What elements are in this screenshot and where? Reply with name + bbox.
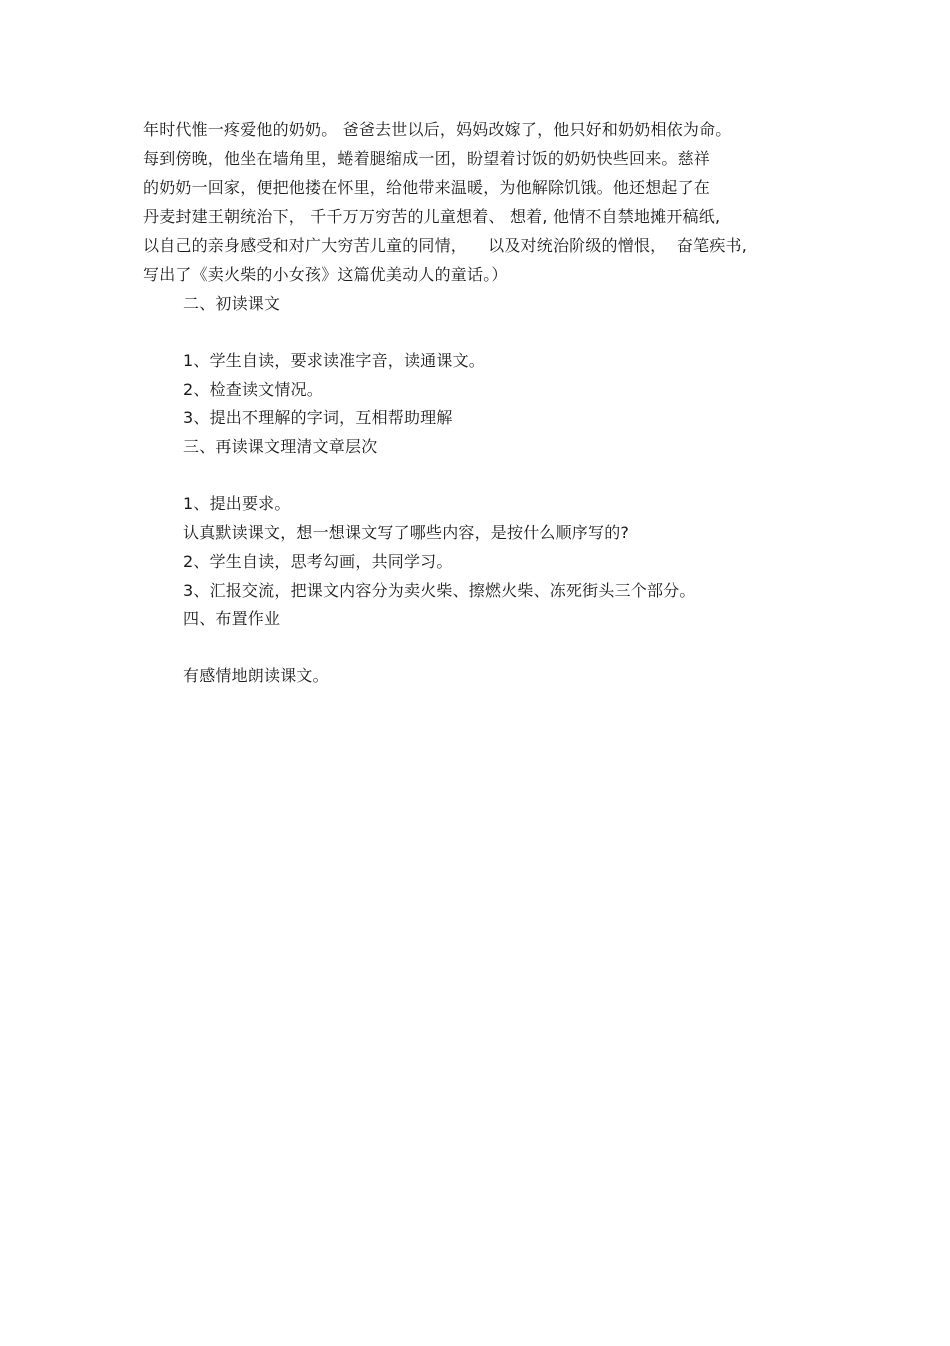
list-item: 2、检查读文情况。 [183, 380, 323, 399]
paragraph-line: 年时代惟一疼爱他的奶奶。 爸爸去世以后，妈妈改嫁了，他只好和奶奶相依为命。 [143, 120, 732, 139]
question-text: 认真默读课文，想一想课文写了哪些内容，是按什么顺序写的? [183, 523, 630, 542]
paragraph-line: 以自己的亲身感受和对广大穷苦儿童的同情， 以及对统治阶级的憎恨， 奋笔疾书, [143, 236, 748, 255]
homework-text: 有感情地朗读课文。 [183, 666, 329, 685]
section-heading-4: 四、布置作业 [183, 609, 281, 628]
list-item: 3、汇报交流，把课文内容分为卖火柴、擦燃火柴、冻死街头三个部分。 [183, 581, 696, 600]
paragraph-line: 的奶奶一回家，便把他搂在怀里，给他带来温暖，为他解除饥饿。他还想起了在 [143, 178, 711, 197]
section-heading-2: 二、初读课文 [183, 294, 281, 313]
section-heading-3: 三、再读课文理清文章层次 [183, 437, 378, 456]
list-item: 1、学生自读，要求读准字音，读通课文。 [183, 351, 485, 370]
paragraph-line: 每到傍晚，他坐在墙角里，蜷着腿缩成一团，盼望着讨饭的奶奶快些回来。慈祥 [143, 149, 711, 168]
list-item: 2、学生自读，思考勾画，共同学习。 [183, 552, 453, 571]
list-item: 1、提出要求。 [183, 494, 291, 513]
paragraph-line: 写出了《卖火柴的小女孩》这篇优美动人的童话。） [143, 265, 508, 284]
paragraph-line: 丹麦封建王朝统治下， 千千万万穷苦的儿童想着、 想着, 他情不自禁地摊开稿纸, [143, 207, 721, 226]
list-item: 3、提出不理解的字词，互相帮助理解 [183, 408, 453, 427]
